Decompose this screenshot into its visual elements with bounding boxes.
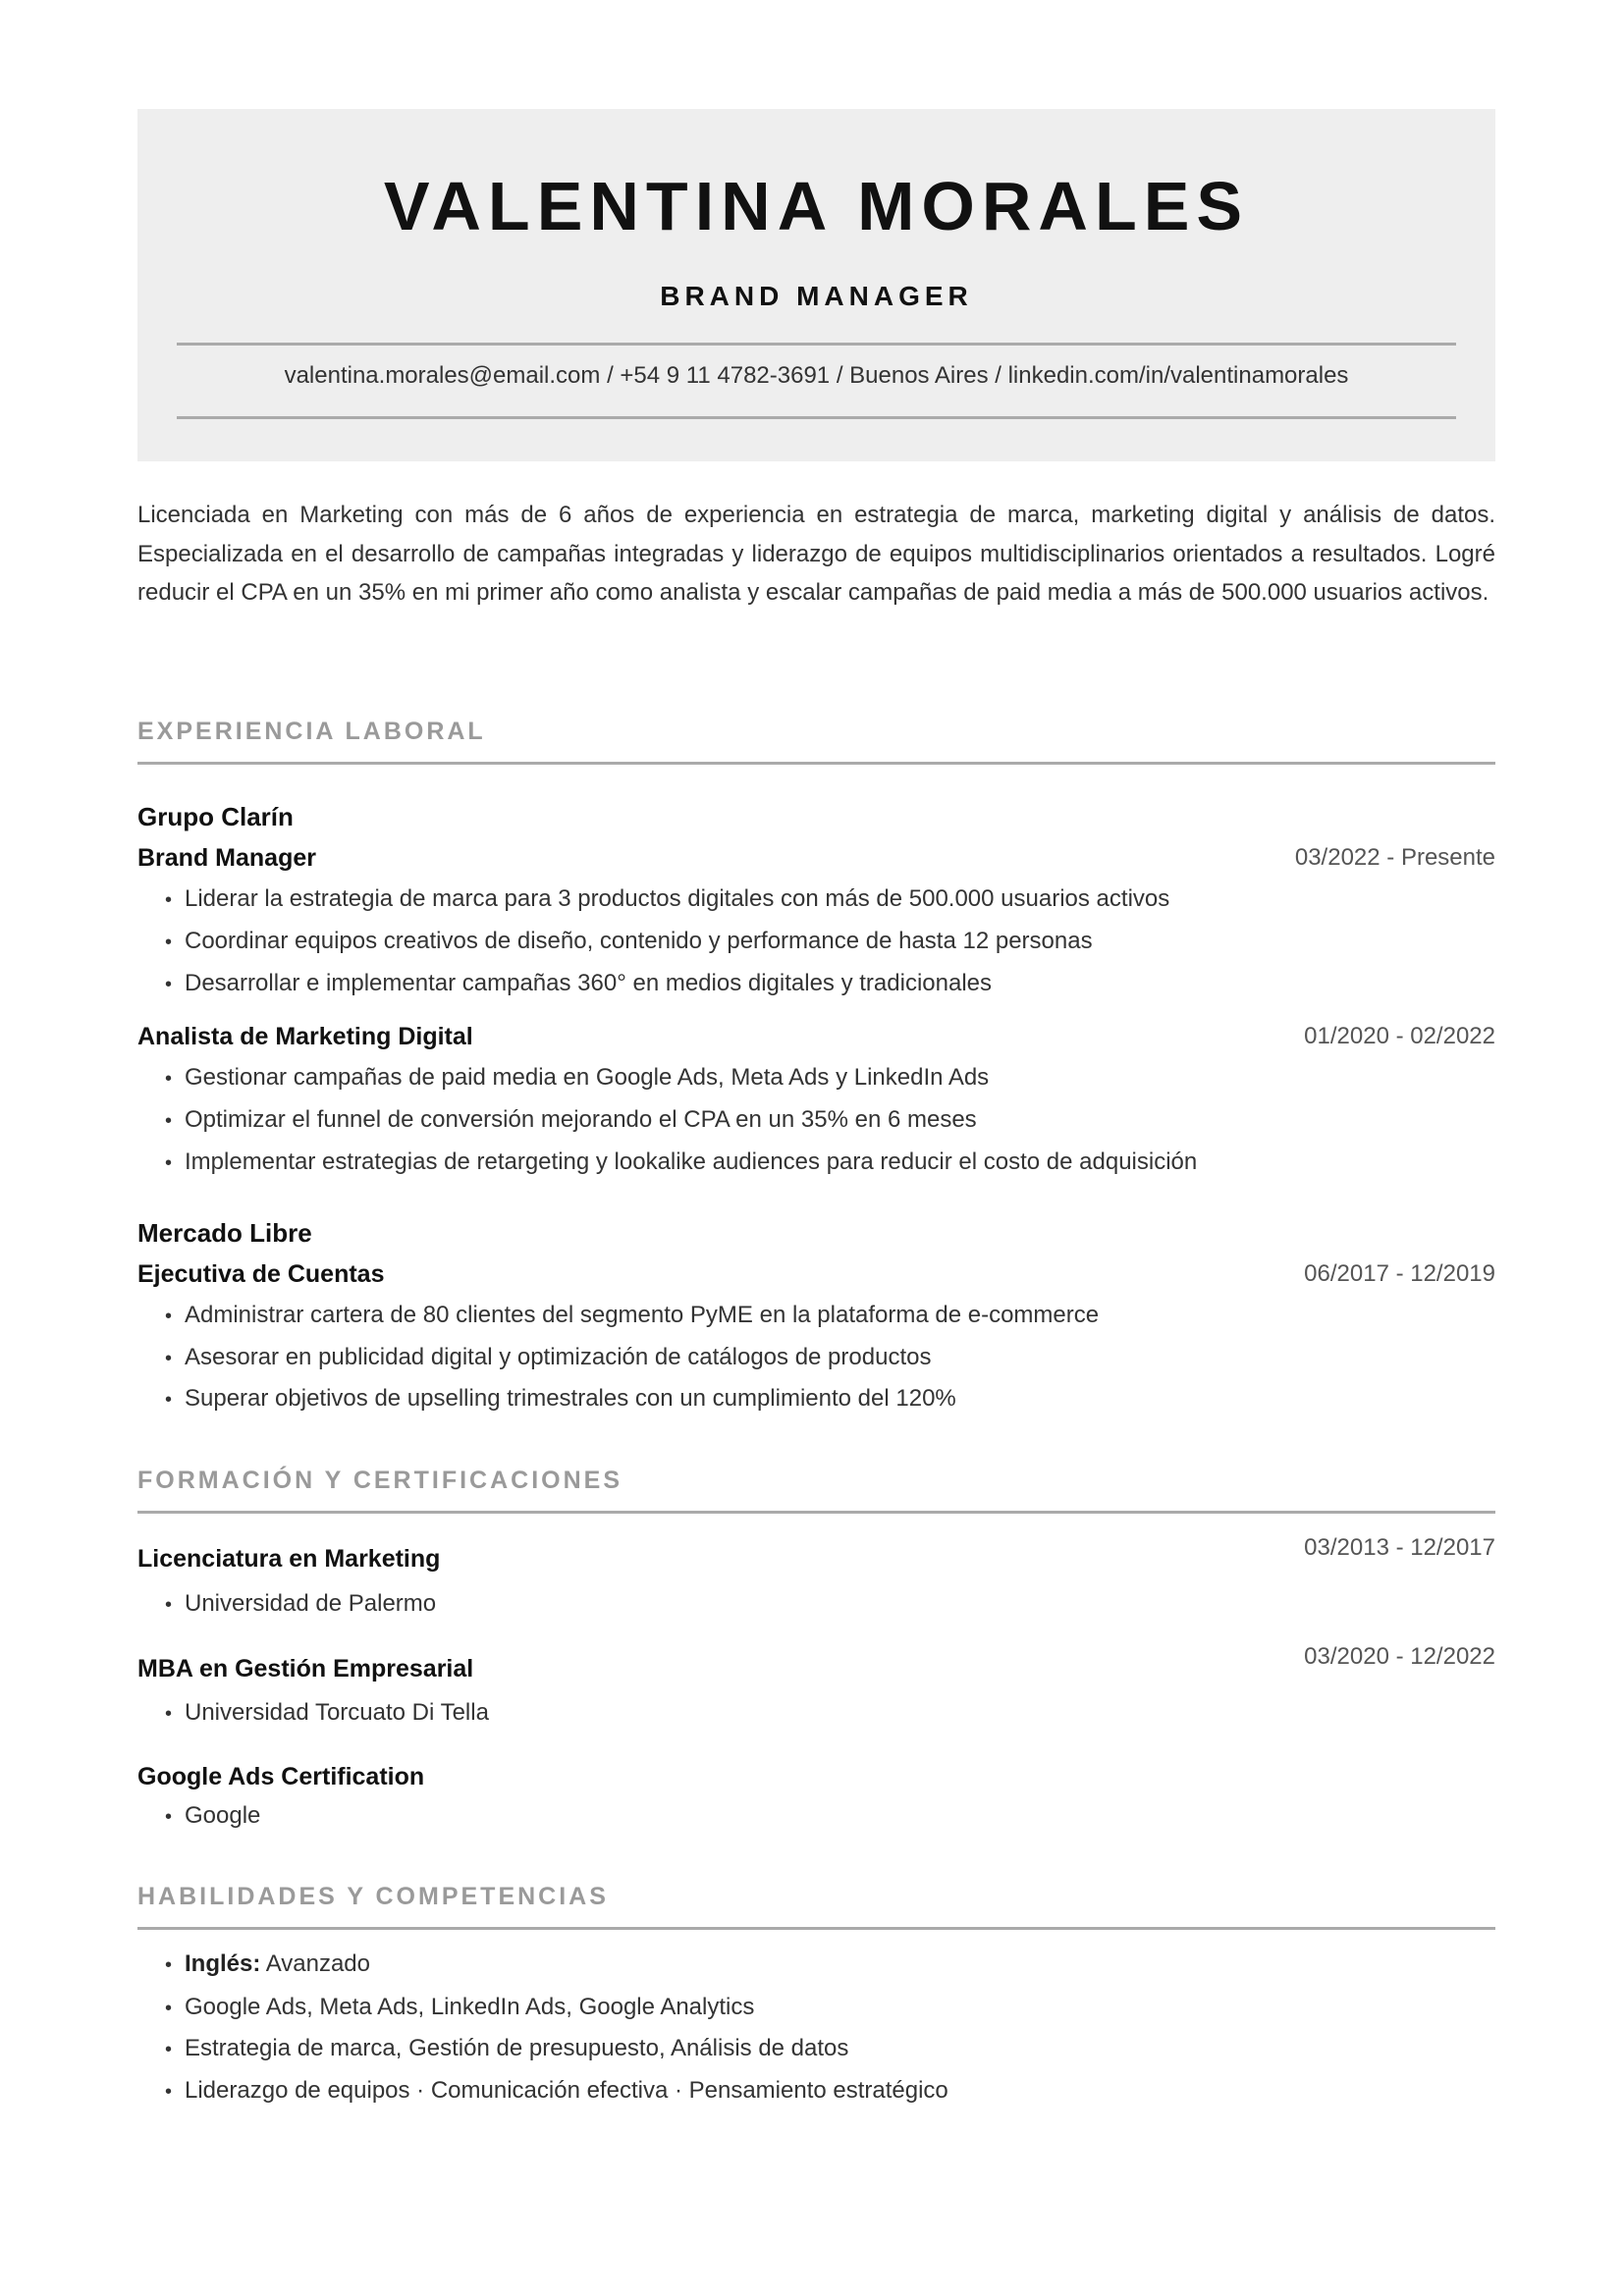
certification-title: Google Ads Certification: [137, 1763, 425, 1790]
language-label: Inglés:: [185, 1950, 261, 1977]
list-item: • Liderazgo de equipos · Comunicación efectiva · Pensamiento estratégico: [165, 2071, 948, 2111]
degree-title: MBA en Gestión Empresarial: [137, 1655, 474, 1682]
contact-line: valentina.morales@email.com / +54 9 11 4782-3691 / Buenos Aires / linkedin.com/in/valentinamorales: [284, 362, 1349, 389]
list-item: • Coordinar equipos creativos de diseño, contenido y performance de hasta 12 personas: [165, 922, 1093, 962]
list-item: • Liderar la estrategia de marca para 3 productos digitales con más de 500.000 usuarios activos: [165, 880, 1169, 920]
degree-dates: 03/2020 - 12/2022: [1304, 1643, 1495, 1670]
header-divider-top: [177, 343, 1456, 346]
section-divider: [137, 1927, 1495, 1930]
company-name: Grupo Clarín: [137, 802, 294, 831]
section-divider: [137, 762, 1495, 765]
institution: • Google: [165, 1796, 260, 1837]
section-heading-skills: HABILIDADES Y COMPETENCIAS: [137, 1883, 609, 1910]
list-item: • Estrategia de marca, Gestión de presupuesto, Análisis de datos: [165, 2029, 848, 2069]
list-item: • Superar objetivos de upselling trimestrales con un cumplimiento del 120%: [165, 1379, 956, 1419]
list-item: • Gestionar campañas de paid media en Google Ads, Meta Ads y LinkedIn Ads: [165, 1058, 989, 1098]
list-item: • Optimizar el funnel de conversión mejorando el CPA en un 35% en 6 meses: [165, 1100, 977, 1141]
list-item: • Desarrollar e implementar campañas 360° en medios digitales y tradicionales: [165, 964, 992, 1004]
degree-title: Licenciatura en Marketing: [137, 1545, 441, 1573]
language-level: Avanzado: [265, 1950, 370, 1977]
list-item: • Implementar estrategias de retargeting y lookalike audiences para reducir el costo de adquisición: [165, 1143, 1197, 1183]
profile-summary: Licenciada en Marketing con más de 6 años de experiencia en estrategia de marca, marketing digital y análisis de datos. Especializada en el desarrollo de campañas integradas y liderazgo de equipos multidisciplinarios orientados a resultados. Logré reducir el CPA en un 35% en mi primer año como analista y escalar campañas de paid media a más de 500.000 usuarios activos.: [137, 502, 1495, 606]
list-item: • Administrar cartera de 80 clientes del segmento PyME en la plataforma de e-commerce: [165, 1296, 1099, 1336]
list-item: • Google Ads, Meta Ads, LinkedIn Ads, Google Analytics: [165, 1988, 754, 2028]
job-title: Analista de Marketing Digital: [137, 1023, 473, 1050]
job-dates: 06/2017 - 12/2019: [1304, 1260, 1495, 1287]
institution: • Universidad Torcuato Di Tella: [165, 1693, 489, 1734]
institution: • Universidad de Palermo: [165, 1584, 436, 1625]
section-heading-education: FORMACIÓN Y CERTIFICACIONES: [137, 1467, 623, 1494]
section-heading-experience: EXPERIENCIA LABORAL: [137, 718, 486, 745]
job-title: Brand Manager: [137, 844, 316, 872]
degree-dates: 03/2013 - 12/2017: [1304, 1534, 1495, 1561]
candidate-title: BRAND MANAGER: [660, 281, 973, 311]
job-dates: 03/2022 - Presente: [1294, 844, 1495, 871]
job-title: Ejecutiva de Cuentas: [137, 1260, 385, 1288]
list-item: • Asesorar en publicidad digital y optimización de catálogos de productos: [165, 1338, 931, 1378]
header-divider-bottom: [177, 416, 1456, 419]
candidate-name: VALENTINA MORALES: [383, 168, 1250, 244]
section-divider: [137, 1511, 1495, 1514]
skill-language: [165, 1945, 370, 1985]
job-dates: 01/2020 - 02/2022: [1304, 1023, 1495, 1049]
company-name: Mercado Libre: [137, 1218, 312, 1248]
resume-header: [137, 109, 1495, 461]
